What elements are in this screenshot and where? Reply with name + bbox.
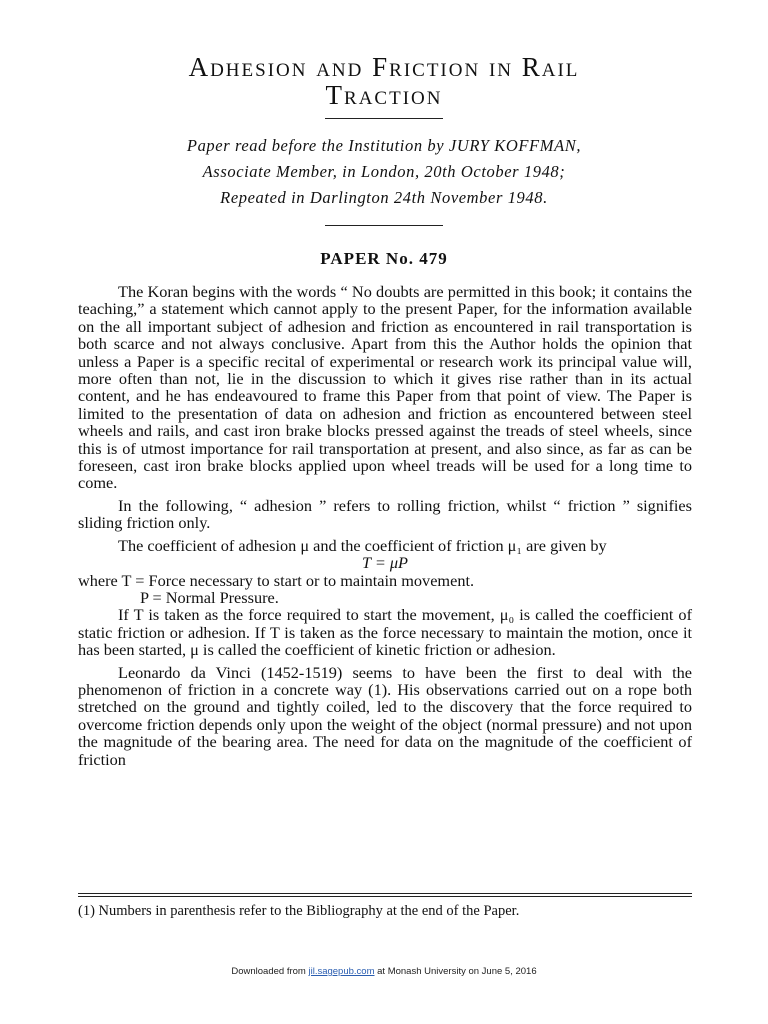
paper-title-line-2: Traction [325, 80, 443, 110]
footnote: (1) Numbers in parenthesis refer to the Bibliography at the end of the Paper. [78, 903, 520, 919]
paragraph-3: The coefficient of adhesion μ and the coefficient of friction μ₁ are given by [118, 535, 607, 555]
byline-line-2: Associate Member, in London, 20th October 1948; [202, 162, 566, 181]
paragraph-1: The Koran begins with the words “ No doubts are permitted in this book; it contains the teaching,” a statement which cannot apply to the present Paper, for the information available on the all important subject of adhesion and friction as encountered in rail transportation is both scarce and not always conclusive. Apart from this the Author holds the opinion that unless a Paper is a specific recital of experimental or research work its principal value will, more often than not, lie in the discussion to which it gives rise rather than in its actual content, and he has endeavoured to frame this Paper from that point of view. The Paper is limited to the presentation of data on adhesion and friction as encountered between steel wheels and rails, and cast iron brake blocks pressed against the treads of steel wheels, since this is of utmost importance for rail transportation at present, and also since, as far as can be foreseen, cast iron brake blocks applied upon wheel treads will be used for a long time to come. [78, 282, 692, 493]
download-prefix: Downloaded from [231, 966, 306, 977]
paper-title-line-1: Adhesion and Friction in Rail [188, 52, 580, 82]
equation: T = μP [361, 553, 408, 573]
footnote-divider-2 [78, 896, 692, 897]
byline-line-1: Paper read before the Institution by JURY KOFFMAN, [186, 136, 582, 155]
definitions [78, 572, 692, 607]
title-divider [325, 118, 443, 119]
footnote-divider [78, 893, 692, 894]
byline-divider [325, 225, 443, 226]
definition-t: where T = Force necessary to start or to maintain movement. [78, 570, 475, 590]
download-suffix: at Monash University on June 5, 2016 [377, 966, 537, 977]
body-text [78, 283, 692, 768]
download-link[interactable]: jil.sagepub.com [308, 966, 375, 977]
paragraph-5: Leonardo da Vinci (1452-1519) seems to have been the first to deal with the phenomenon of friction in a concrete way (1). His observations carried out on a rope both stretched on the ground and tightly coiled, led to the discovery that the force required to overcome friction depends only upon the weight of the object (normal pressure) and not upon the magnitude of the bearing area. The need for data on the magnitude of the coefficient of friction [78, 662, 692, 769]
download-notice [0, 966, 768, 977]
definition-p: P = Normal Pressure. [140, 587, 279, 607]
paper-number: PAPER No. 479 [320, 249, 448, 268]
paragraph-4: If T is taken as the force required to start the movement, μ₀ is called the coefficient of static friction or adhesion. If T is taken as the force necessary to maintain the motion, once it has been started, μ is called the coefficient of kinetic friction or adhesion. [78, 605, 692, 660]
byline-line-3: Repeated in Darlington 24th November 1948. [220, 188, 548, 207]
paragraph-2: In the following, “ adhesion ” refers to rolling friction, whilst “ friction ” signifies sliding friction only. [78, 495, 692, 533]
